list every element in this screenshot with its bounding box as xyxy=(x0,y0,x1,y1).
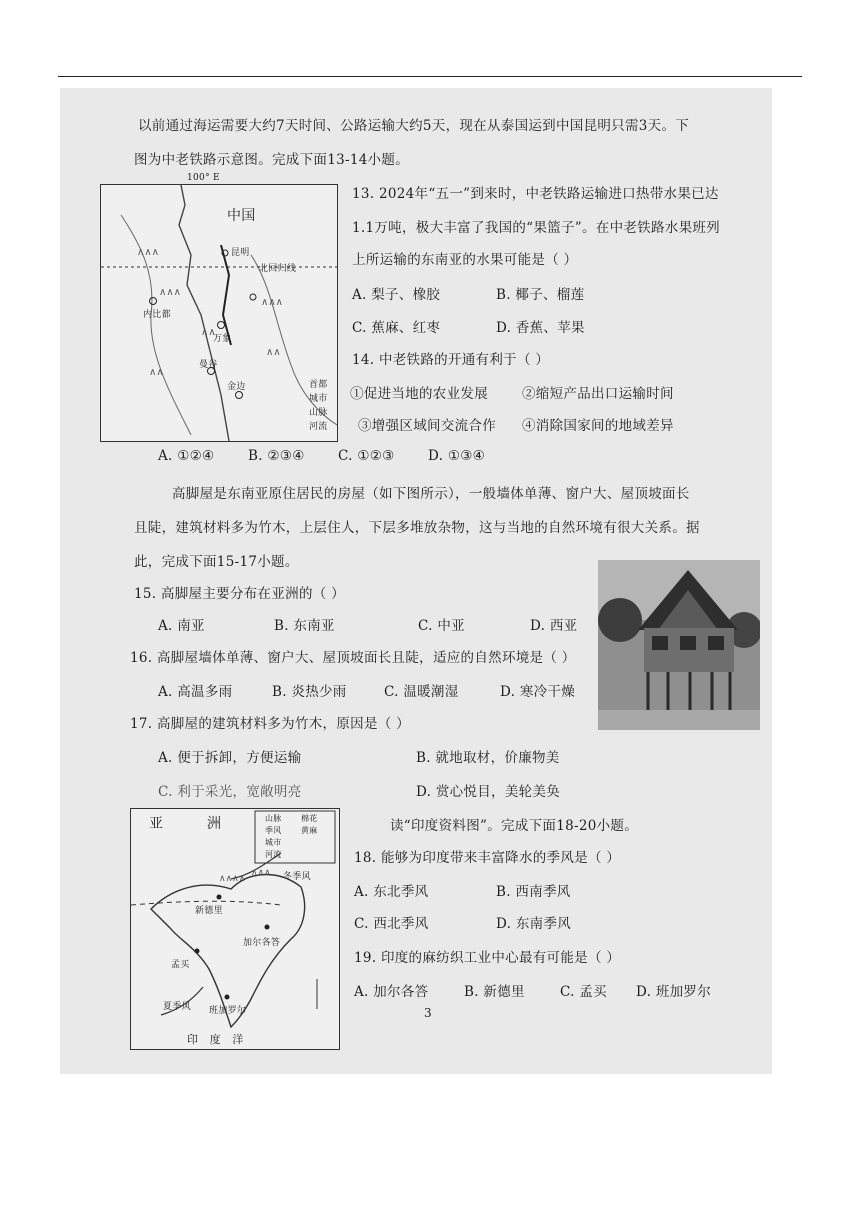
legend-mountain-2: 山脉 xyxy=(265,814,282,823)
q19-option-b: B. 新德里 xyxy=(464,984,525,1000)
svg-text:∧∧∧: ∧∧∧ xyxy=(261,297,283,308)
legend-cotton: 棉花 xyxy=(301,814,318,823)
q14-option-b: B. ②③④ xyxy=(248,448,305,464)
q14-option-c: C. ①②③ xyxy=(338,448,395,464)
q17-option-d: D. 赏心悦目，美轮美奂 xyxy=(416,784,561,800)
q14-item-3: ③增强区域间交流合作 xyxy=(358,418,496,434)
header-rule xyxy=(58,76,802,77)
legend-river: 河流 xyxy=(309,422,328,432)
intro2-line-3: 此，完成下面15-17小题。 xyxy=(134,554,299,570)
intro3: 读“印度资料图”。完成下面18-20小题。 xyxy=(390,818,639,834)
q16-option-d: D. 寒冷干燥 xyxy=(500,684,576,700)
svg-text:∧∧: ∧∧ xyxy=(266,347,281,358)
q17-stem: 17. 高脚屋的建筑材料多为竹木，原因是（ ） xyxy=(130,716,410,732)
q18-option-d: D. 东南季风 xyxy=(496,916,572,932)
q14-option-d: D. ①③④ xyxy=(428,448,486,464)
city-new-delhi: 新德里 xyxy=(195,906,223,916)
q17-option-b: B. 就地取材，价廉物美 xyxy=(416,750,560,766)
legend-monsoon: 季风 xyxy=(265,826,282,835)
q13-option-c: C. 蕉麻、红枣 xyxy=(352,320,441,336)
q16-option-a: A. 高温多雨 xyxy=(158,684,233,700)
q14-option-a: A. ①②④ xyxy=(158,448,215,464)
city-naypyidaw: 内比都 xyxy=(143,310,171,320)
q13-stem-line-1: 13. 2024年“五一”到来时，中老铁路运输进口热带水果已达 xyxy=(352,186,719,202)
q14-stem: 14. 中老铁路的开通有利于（ ） xyxy=(352,352,550,368)
q17-option-a: A. 便于拆卸，方便运输 xyxy=(158,750,302,766)
q18-stem: 18. 能够为印度带来丰富降水的季风是（ ） xyxy=(354,850,621,866)
intro-line-2: 图为中老铁路示意图。完成下面13-14小题。 xyxy=(134,152,410,168)
legend-city-2: 城市 xyxy=(265,838,282,847)
svg-text:∧∧∧: ∧∧∧ xyxy=(137,247,159,258)
q15-option-d: D. 西亚 xyxy=(530,618,578,634)
intro-line-1: 以前通过海运需要大约7天时间、公路运输大约5天，现在从泰国运到中国昆明只需3天。下 xyxy=(138,118,690,134)
svg-text:∧∧∧∧: ∧∧∧∧ xyxy=(219,874,246,884)
city-kolkata: 加尔各答 xyxy=(243,938,281,948)
q18-option-b: B. 西南季风 xyxy=(496,884,571,900)
q14-item-4: ④消除国家间的地域差异 xyxy=(522,418,674,434)
city-mumbai: 孟买 xyxy=(171,960,190,970)
map2-continent-label: 洲 xyxy=(207,816,222,832)
q15-option-b: B. 东南亚 xyxy=(274,618,335,634)
city-phnom-penh: 金边 xyxy=(227,382,246,392)
q19-stem: 19. 印度的麻纺织工业中心最有可能是（ ） xyxy=(354,950,621,966)
q19-option-a: A. 加尔各答 xyxy=(354,984,429,1000)
intro2-line-2: 且陡，建筑材料多为竹木，上层住人，下层多堆放杂物，这与当地的自然环境有很大关系。据 xyxy=(134,520,700,536)
tropic-label: 北回归线 xyxy=(259,264,297,274)
legend-river-2: 河流 xyxy=(265,850,282,859)
q15-option-c: C. 中亚 xyxy=(418,618,465,634)
q16-option-c: C. 温暖潮湿 xyxy=(384,684,459,700)
q15-stem: 15. 高脚屋主要分布在亚洲的（ ） xyxy=(134,586,345,602)
q13-stem-line-2: 1.1万吨，极大丰富了我国的“果篮子”。在中老铁路水果班列 xyxy=(352,220,720,236)
legend-mountain: 山脉 xyxy=(309,408,328,418)
q17-option-c: C. 利于采光，宽敞明亮 xyxy=(158,784,302,800)
intro2-line-1: 高脚屋是东南亚原住居民的房屋（如下图所示），一般墙体单薄、窗户大、屋顶坡面长 xyxy=(172,486,690,502)
city-bangalore: 班加罗尔 xyxy=(209,1006,247,1016)
q13-option-a: A. 梨子、橡胶 xyxy=(352,287,441,303)
svg-text:∧∧: ∧∧ xyxy=(149,367,164,378)
q18-option-c: C. 西北季风 xyxy=(354,916,429,932)
q18-option-a: A. 东北季风 xyxy=(354,884,429,900)
q13-option-b: B. 椰子、榴莲 xyxy=(496,287,585,303)
q14-item-2: ②缩短产品出口运输时间 xyxy=(522,386,674,402)
q19-option-c: C. 孟买 xyxy=(560,984,607,1000)
q14-item-1: ①促进当地的农业发展 xyxy=(350,386,488,402)
longitude-label: 100° E xyxy=(187,173,220,183)
q19-option-d: D. 班加罗尔 xyxy=(636,984,712,1000)
map1-country-label: 中国 xyxy=(227,208,256,224)
svg-text:∧∧∧: ∧∧∧ xyxy=(159,287,181,298)
svg-text:∧∧∧: ∧∧∧ xyxy=(251,868,271,878)
map2-asia-label: 亚 xyxy=(149,816,164,832)
q16-option-b: B. 炎热少雨 xyxy=(272,684,347,700)
china-laos-railway-map xyxy=(100,173,338,442)
indian-ocean-label: 印 度 洋 xyxy=(187,1033,244,1046)
legend-city: 城市 xyxy=(309,394,328,404)
legend-jute: 黄麻 xyxy=(301,826,318,835)
q16-stem: 16. 高脚屋墙体单薄、窗户大、屋顶坡面长且陡，适应的自然环境是（ ） xyxy=(130,650,576,666)
city-vientiane: 万象 xyxy=(213,334,232,344)
page-number: 3 xyxy=(424,1006,432,1020)
city-kunming: 昆明 xyxy=(231,248,250,258)
summer-monsoon-label: 夏季风 xyxy=(163,1002,191,1012)
legend-capital: 首都 xyxy=(309,380,328,390)
svg-text:∧∧: ∧∧ xyxy=(201,327,216,338)
q13-option-d: D. 香蕉、苹果 xyxy=(496,320,585,336)
stilt-house-photo xyxy=(598,560,760,730)
city-bangkok: 曼谷 xyxy=(199,360,218,370)
q13-stem-line-3: 上所运输的东南亚的水果可能是（ ） xyxy=(352,252,578,268)
winter-monsoon-label: 冬季风 xyxy=(283,872,311,882)
india-data-map xyxy=(130,808,340,1050)
q15-option-a: A. 南亚 xyxy=(158,618,205,634)
